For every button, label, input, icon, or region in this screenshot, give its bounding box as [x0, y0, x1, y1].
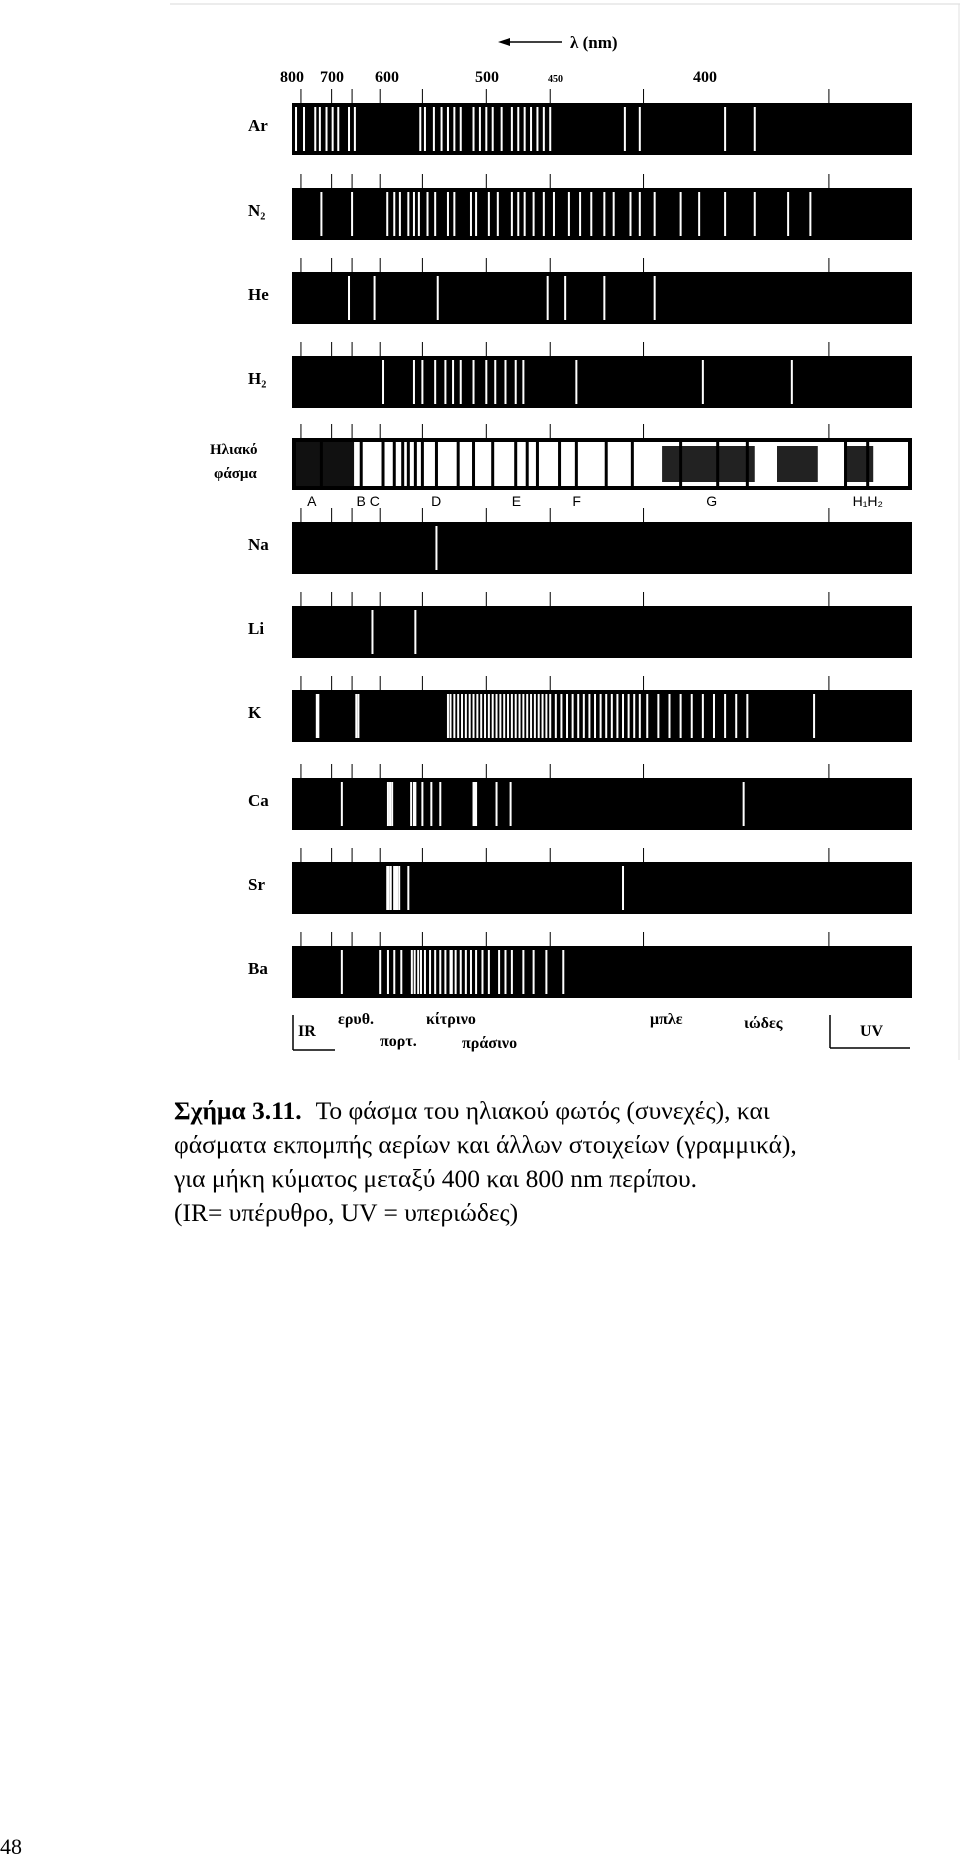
fraunhofer-line [631, 442, 634, 486]
emission-line [320, 192, 322, 236]
emission-line [393, 192, 395, 236]
emission-line [337, 107, 339, 151]
spectrum-label: Ba [248, 959, 268, 978]
emission-line [470, 950, 472, 994]
emission-line [433, 107, 435, 151]
emission-line [411, 950, 413, 994]
emission-line [511, 950, 513, 994]
emission-line [724, 192, 726, 236]
emission-line [702, 694, 704, 738]
emission-line [545, 950, 547, 994]
emission-line [809, 192, 811, 236]
emission-line [547, 276, 549, 320]
spectrum-label-2: φάσμα [214, 466, 257, 482]
emission-line [386, 192, 388, 236]
fraunhofer-line [414, 442, 417, 486]
emission-line [787, 192, 789, 236]
emission-line [488, 694, 490, 738]
spectrum-strip [292, 778, 912, 830]
emission-line [724, 694, 726, 738]
emission-line [566, 694, 568, 738]
fraunhofer-line [491, 442, 494, 486]
emission-line [421, 360, 423, 404]
emission-line [519, 694, 521, 738]
solar-letter: F [572, 493, 581, 509]
page-number: 48 [0, 1834, 22, 1859]
emission-line [511, 192, 513, 236]
fraunhofer-line [407, 442, 410, 486]
emission-line [420, 950, 422, 994]
emission-line [613, 192, 615, 236]
emission-line [522, 360, 524, 404]
emission-line [743, 782, 745, 826]
emission-line [413, 360, 415, 404]
spectrum-row [248, 89, 912, 155]
emission-line [481, 950, 483, 994]
emission-line [470, 192, 472, 236]
emission-line [348, 276, 350, 320]
emission-line [492, 107, 494, 151]
emission-line [524, 107, 526, 151]
axis-label: λ (nm) [570, 33, 618, 52]
emission-line [379, 950, 381, 994]
emission-line [507, 694, 509, 738]
spectrum-label: Ηλιακό [210, 442, 258, 458]
emission-line [680, 192, 682, 236]
tick-label: 500 [475, 69, 499, 86]
emission-line [476, 694, 478, 738]
emission-line [538, 694, 540, 738]
solar-letter: H₁H₂ [852, 493, 883, 509]
caption-label: Σχήμα 3.11. [174, 1096, 302, 1125]
emission-line [657, 694, 659, 738]
emission-line [549, 107, 551, 151]
emission-line [414, 950, 416, 994]
emission-line [496, 694, 498, 738]
emission-line [450, 694, 452, 738]
spectrum-label: He [248, 285, 269, 304]
emission-line [418, 192, 420, 236]
emission-line [314, 107, 316, 151]
emission-line [417, 950, 419, 994]
emission-line [517, 107, 519, 151]
emission-line [429, 950, 431, 994]
solar-letter: D [431, 493, 442, 509]
emission-line [465, 950, 467, 994]
emission-line [533, 950, 535, 994]
emission-line [629, 192, 631, 236]
emission-line [536, 107, 538, 151]
emission-line [488, 192, 490, 236]
emission-line [400, 950, 402, 994]
fraunhofer-line [435, 442, 438, 486]
emission-line [414, 610, 416, 654]
tick-label: 700 [320, 69, 344, 86]
fraunhofer-line [320, 442, 323, 486]
emission-line [639, 192, 641, 236]
emission-line [407, 192, 409, 236]
emission-line [451, 950, 453, 994]
spectrum-label: Li [248, 619, 265, 638]
emission-line [515, 694, 517, 738]
tick-label: 600 [375, 69, 399, 86]
emission-line [439, 782, 441, 826]
region-red: ερυθ. [338, 1011, 375, 1028]
region-orange: πορτ. [380, 1033, 417, 1050]
emission-line [575, 360, 577, 404]
emission-line [624, 107, 626, 151]
emission-line [555, 694, 557, 738]
spectrum-strip [292, 522, 912, 574]
emission-line [791, 360, 793, 404]
emission-line [295, 107, 297, 151]
emission-line [633, 694, 635, 738]
fraunhofer-line [360, 442, 363, 486]
emission-line [444, 360, 446, 404]
tick-label: 400 [693, 69, 717, 86]
emission-line [348, 107, 350, 151]
emission-line [455, 950, 457, 994]
emission-line [530, 107, 532, 151]
emission-line [497, 192, 499, 236]
emission-line [371, 610, 373, 654]
solar-letter: B C [356, 493, 380, 509]
emission-line [691, 694, 693, 738]
spectrum-row [210, 424, 912, 490]
emission-line [351, 192, 353, 236]
emission-line [553, 192, 555, 236]
emission-line [355, 694, 357, 738]
emission-line [419, 107, 421, 151]
fraunhofer-line [526, 442, 529, 486]
caption-line-1: Το φάσμα του ηλιακού φωτός (συνεχές), και [315, 1096, 770, 1125]
spectrum-label: Ar [248, 116, 268, 135]
emission-line [441, 107, 443, 151]
emission-line [568, 192, 570, 236]
emission-line [594, 694, 596, 738]
emission-line [389, 782, 391, 826]
spectrum-row [248, 342, 912, 408]
emission-line [622, 694, 624, 738]
emission-line [393, 866, 395, 910]
emission-line [724, 107, 726, 151]
emission-line [746, 694, 748, 738]
emission-line [579, 192, 581, 236]
emission-line [603, 276, 605, 320]
emission-line [668, 694, 670, 738]
emission-line [534, 694, 536, 738]
emission-line [549, 694, 551, 738]
emission-line [560, 694, 562, 738]
emission-line [492, 694, 494, 738]
tick-labels [280, 69, 717, 86]
fraunhofer-line [605, 442, 608, 486]
emission-line [542, 694, 544, 738]
emission-line [326, 107, 328, 151]
emission-line [475, 192, 477, 236]
spectrum-label: Na [248, 535, 269, 554]
emission-line [616, 694, 618, 738]
fraunhofer-line [393, 442, 396, 486]
emission-line [421, 782, 423, 826]
emission-line [813, 694, 815, 738]
spectrum-strip [292, 690, 912, 742]
emission-line [605, 694, 607, 738]
emission-line [526, 694, 528, 738]
spectra-chart [170, 0, 960, 1065]
spectra-rows [210, 89, 912, 998]
emission-line [453, 694, 455, 738]
solar-letter: E [511, 493, 522, 509]
emission-line [484, 694, 486, 738]
emission-line [501, 107, 503, 151]
solar-ir-region [296, 442, 354, 486]
emission-line [485, 360, 487, 404]
emission-line [430, 782, 432, 826]
fraunhofer-line [558, 442, 561, 486]
spectrum-label: H₂ [248, 369, 267, 388]
emission-line [611, 694, 613, 738]
emission-line [639, 107, 641, 151]
region-violet: ιώδες [744, 1015, 783, 1032]
emission-line [564, 276, 566, 320]
emission-line [473, 107, 475, 151]
spectrum-row [248, 932, 912, 998]
emission-line [354, 107, 356, 151]
fraunhofer-line [746, 442, 749, 486]
emission-line [511, 107, 513, 151]
region-green: πράσινο [462, 1035, 518, 1052]
emission-line [499, 694, 501, 738]
emission-line [434, 360, 436, 404]
emission-line [457, 694, 459, 738]
emission-line [398, 866, 400, 910]
emission-line [639, 694, 641, 738]
emission-line [511, 694, 513, 738]
emission-line [590, 192, 592, 236]
emission-line [387, 782, 389, 826]
emission-line [424, 107, 426, 151]
emission-line [460, 360, 462, 404]
emission-line [654, 276, 656, 320]
caption-line-2: φάσματα εκπομπής αερίων και άλλων στοιχείων (γραμμικά), [174, 1130, 797, 1159]
solar-letter: A [307, 493, 317, 509]
emission-line [498, 950, 500, 994]
fraunhofer-line [401, 442, 404, 486]
emission-line [562, 950, 564, 994]
tick-label: 450 [548, 74, 563, 85]
emission-line [646, 694, 648, 738]
emission-line [434, 950, 436, 994]
emission-line [447, 694, 449, 738]
fraunhofer-line [536, 442, 539, 486]
emission-line [504, 950, 506, 994]
fraunhofer-line [472, 442, 475, 486]
emission-line [522, 694, 524, 738]
fraunhofer-line [866, 442, 869, 486]
spectrum-row [248, 258, 912, 324]
emission-line [434, 192, 436, 236]
figure-caption [174, 1094, 944, 1230]
tick-label: 800 [280, 69, 304, 86]
spectrum-row [248, 174, 912, 240]
solar-dark-patch [777, 446, 818, 482]
solar-letter: G [706, 493, 718, 509]
spectrum-strip [292, 606, 912, 658]
emission-line [475, 782, 477, 826]
emission-line [702, 360, 704, 404]
emission-line [396, 866, 398, 910]
emission-line [588, 694, 590, 738]
emission-line [494, 360, 496, 404]
emission-line [410, 782, 412, 826]
fraunhofer-line [575, 442, 578, 486]
emission-line [603, 192, 605, 236]
spectrum-row [248, 592, 912, 658]
emission-line [444, 950, 446, 994]
emission-line [319, 107, 321, 151]
fraunhofer-line [421, 442, 424, 486]
emission-line [485, 107, 487, 151]
wavelength-axis [498, 33, 618, 52]
emission-line [357, 694, 359, 738]
emission-line [515, 360, 517, 404]
emission-line [713, 694, 715, 738]
emission-line [628, 694, 630, 738]
emission-line [517, 192, 519, 236]
spectrum-row [248, 676, 912, 742]
emission-line [460, 950, 462, 994]
emission-line [317, 694, 319, 738]
solar-dark-patch [662, 446, 755, 482]
emission-line [447, 107, 449, 151]
emission-line [413, 192, 415, 236]
emission-line [735, 694, 737, 738]
emission-line [303, 107, 305, 151]
emission-line [374, 276, 376, 320]
spectrum-row [248, 848, 912, 914]
emission-line [341, 782, 343, 826]
emission-line [453, 107, 455, 151]
emission-line [399, 192, 401, 236]
emission-line [460, 107, 462, 151]
emission-line [572, 694, 574, 738]
emission-line [530, 694, 532, 738]
emission-line [583, 694, 585, 738]
region-blue: μπλε [650, 1011, 683, 1028]
emission-line [488, 950, 490, 994]
fraunhofer-line [514, 442, 517, 486]
emission-line [473, 694, 475, 738]
emission-line [533, 192, 535, 236]
emission-line [439, 950, 441, 994]
spectrum-row [248, 764, 912, 830]
emission-line [504, 360, 506, 404]
emission-line [496, 782, 498, 826]
emission-line [510, 782, 512, 826]
emission-line [465, 694, 467, 738]
emission-line [407, 866, 409, 910]
emission-line [543, 107, 545, 151]
emission-line [452, 360, 454, 404]
emission-line [427, 192, 429, 236]
spectra-figure [170, 0, 960, 1065]
emission-line [600, 694, 602, 738]
emission-line [479, 107, 481, 151]
caption-line-4: (IR= υπέρυθρο, UV = υπεριώδες) [174, 1198, 519, 1227]
emission-line [382, 360, 384, 404]
emission-line [393, 950, 395, 994]
spectrum-strip [292, 103, 912, 155]
emission-line [473, 360, 475, 404]
emission-line [437, 276, 439, 320]
solar-letters [307, 493, 883, 509]
emission-line [654, 192, 656, 236]
spectrum-label: K [248, 703, 262, 722]
emission-line [503, 694, 505, 738]
region-ir: IR [298, 1023, 316, 1040]
emission-line [387, 950, 389, 994]
region-uv: UV [860, 1023, 884, 1040]
emission-line [698, 192, 700, 236]
color-region-labels [293, 1011, 910, 1052]
spectrum-row [248, 508, 912, 574]
spectrum-strip [292, 862, 912, 914]
spectrum-label: Ca [248, 791, 269, 810]
emission-line [341, 950, 343, 994]
spectrum-strip [292, 188, 912, 240]
emission-line [543, 192, 545, 236]
emission-line [754, 107, 756, 151]
region-yellow: κίτρινο [426, 1011, 476, 1028]
emission-line [388, 866, 390, 910]
emission-line [622, 866, 624, 910]
emission-line [545, 694, 547, 738]
fraunhofer-line [382, 442, 385, 486]
emission-line [414, 782, 416, 826]
emission-line [332, 107, 334, 151]
emission-line [524, 192, 526, 236]
spectrum-strip [292, 272, 912, 324]
emission-line [435, 526, 437, 570]
fraunhofer-line [679, 442, 682, 486]
fraunhofer-line [844, 442, 847, 486]
emission-line [453, 192, 455, 236]
spectrum-strip [292, 356, 912, 408]
emission-line [680, 694, 682, 738]
caption-line-3: για μήκη κύματος μεταξύ 400 και 800 nm περίπου. [174, 1164, 697, 1193]
emission-line [522, 950, 524, 994]
emission-line [469, 694, 471, 738]
emission-line [391, 782, 393, 826]
emission-line [390, 866, 392, 910]
fraunhofer-line [457, 442, 460, 486]
emission-line [475, 950, 477, 994]
emission-line [480, 694, 482, 738]
emission-line [447, 192, 449, 236]
fraunhofer-line [716, 442, 719, 486]
emission-line [754, 192, 756, 236]
spectrum-strip [292, 946, 912, 998]
spectrum-label: N₂ [248, 201, 266, 220]
emission-line [577, 694, 579, 738]
emission-line [424, 950, 426, 994]
spectrum-label: Sr [248, 875, 265, 894]
emission-line [461, 694, 463, 738]
